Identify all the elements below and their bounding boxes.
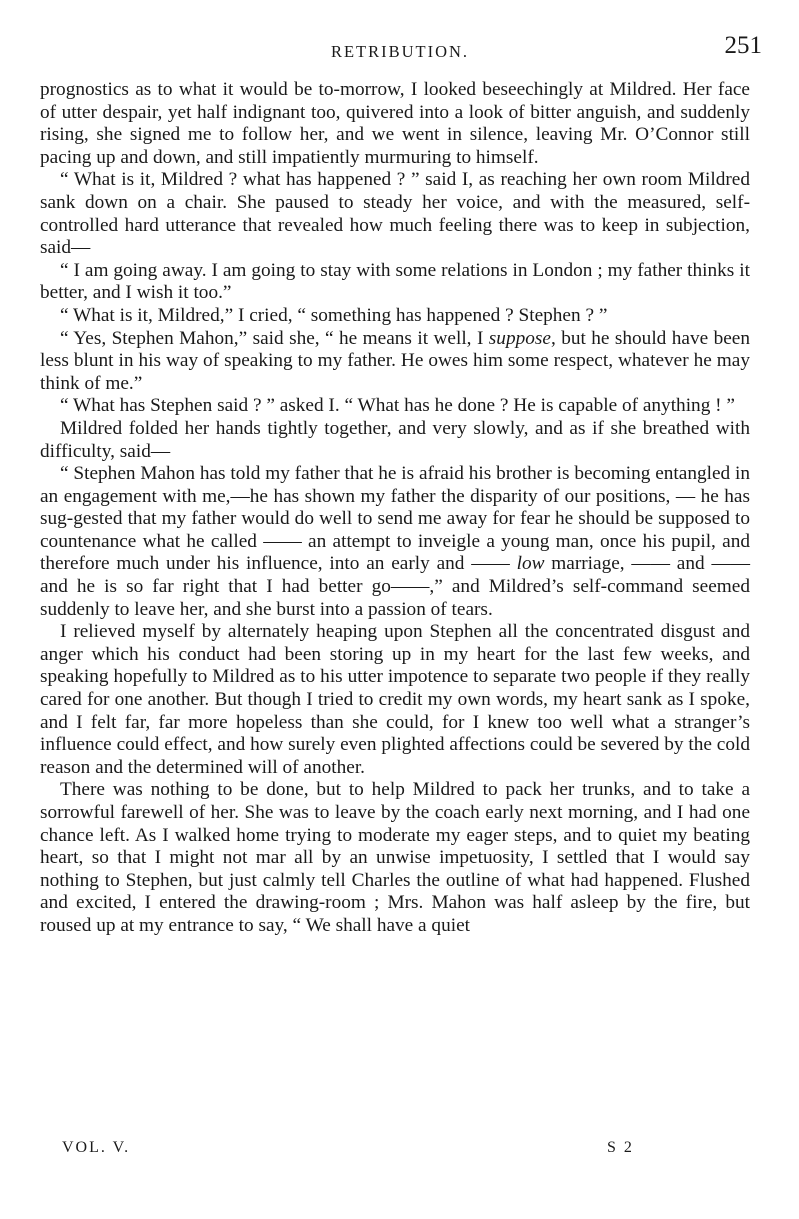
running-title: RETRIBUTION. bbox=[330, 42, 470, 61]
paragraph-text: “ I am going away. I am going to stay with some relations in London ; my father thinks it better, and I wish it too.” bbox=[40, 259, 750, 304]
paragraph bbox=[40, 260, 750, 305]
paragraph-text: marriage, —— and —— and he is so far right that I had better go——,” and Mildred’s self-command seemed suddenly to leave her, and she burst into a passion of tears. bbox=[40, 553, 751, 620]
paragraph-text: “ Yes, Stephen Mahon,” said she, “ he means it well, I bbox=[60, 327, 489, 349]
paragraph bbox=[40, 418, 750, 463]
signature-mark: S 2 bbox=[607, 1139, 634, 1156]
paragraph bbox=[40, 305, 750, 328]
paragraph bbox=[40, 79, 750, 169]
page-header bbox=[36, 32, 764, 68]
paragraph-text: prognostics as to what it would be to-morrow, I looked beseechingly at Mildred. Her face of utter despair, yet half indignant too, quivered into a look of bitter anguish, and suddenly rising, she signed me to follow her, and we went in silence, leaving Mr. O’Connor still pacing up and down, and still impatiently murmuring to himself. bbox=[40, 79, 750, 168]
paragraph-text: “ What has Stephen said ? ” asked I. “ What has he done ? He is capable of anything ! ” bbox=[60, 395, 735, 417]
paragraph bbox=[40, 328, 750, 396]
paragraph-text: “ What is it, Mildred ? what has happened ? ” said I, as reaching her own room Mildred sank down on a chair. She paused to steady her voice, and with the measured, self-controlled hard utterance that revealed how much feeling there was to keep in subjection, said— bbox=[40, 169, 750, 259]
paragraph bbox=[40, 395, 750, 418]
paragraph bbox=[40, 169, 750, 259]
paragraph-text: I relieved myself by alternately heaping upon Stephen all the concentrated disgust and anger which his conduct had been storing up in my heart for the last few weeks, and speaking hopefully to Mildred as to his utter impotence to separate two people if they really cared for one another. But though I tried to credit my own words, my heart sank as I spoke, and I felt far, far more hopeless than she could, for I knew too well what a stranger’s influence could effect, and how surely even plighted affections could be severed by the cold reason and the determined will of another. bbox=[40, 621, 750, 778]
paragraph-text: , but he should have been less blunt in his way of speaking to my father. He owes him some respect, whatever he may think of me.” bbox=[40, 327, 750, 394]
paragraph-text: There was nothing to be done, but to help Mildred to pack her trunks, and to take a sorrowful farewell of her. She was to leave by the coach early next morning, and I had one chance left. As I walked home trying to moderate my eager steps, and to quiet my beating heart, so that I might not mar all by an unwise impetuosity, I settled that I would say nothing to Stephen, but just calmly tell Charles the outline of what had happened. Flushed and excited, I entered the drawing-room ; Mrs. Mahon was half asleep by the fire, but roused up at my entrance to say, “ We shall have a quiet bbox=[40, 779, 750, 936]
paragraph bbox=[40, 463, 750, 621]
italic-text: suppose bbox=[488, 327, 551, 349]
paragraph-text: Mildred folded her hands tightly together, and very slowly, and as if she breathed with difficulty, said— bbox=[40, 417, 750, 462]
page-footer bbox=[62, 1139, 662, 1163]
paragraph bbox=[40, 621, 750, 779]
paragraph-text: “ Stephen Mahon has told my father that he is afraid his brother is becoming entangled in an engagement with me,—he has shown my father the disparity of our positions, — he has sug-gested that my father would do well to send me away for fear he should be supposed to countenance what he called —— an attempt to inveigle a young man, once his pupil, and therefore much under his influence, into an early and —— bbox=[40, 463, 750, 575]
page-number: 251 bbox=[724, 32, 762, 59]
italic-text: low bbox=[516, 553, 545, 575]
paragraph-text: “ What is it, Mildred,” I cried, “ something has happened ? Stephen ? ” bbox=[60, 304, 608, 326]
body-text bbox=[40, 79, 750, 938]
volume-label: VOL. V. bbox=[62, 1139, 131, 1156]
paragraph bbox=[40, 779, 750, 937]
